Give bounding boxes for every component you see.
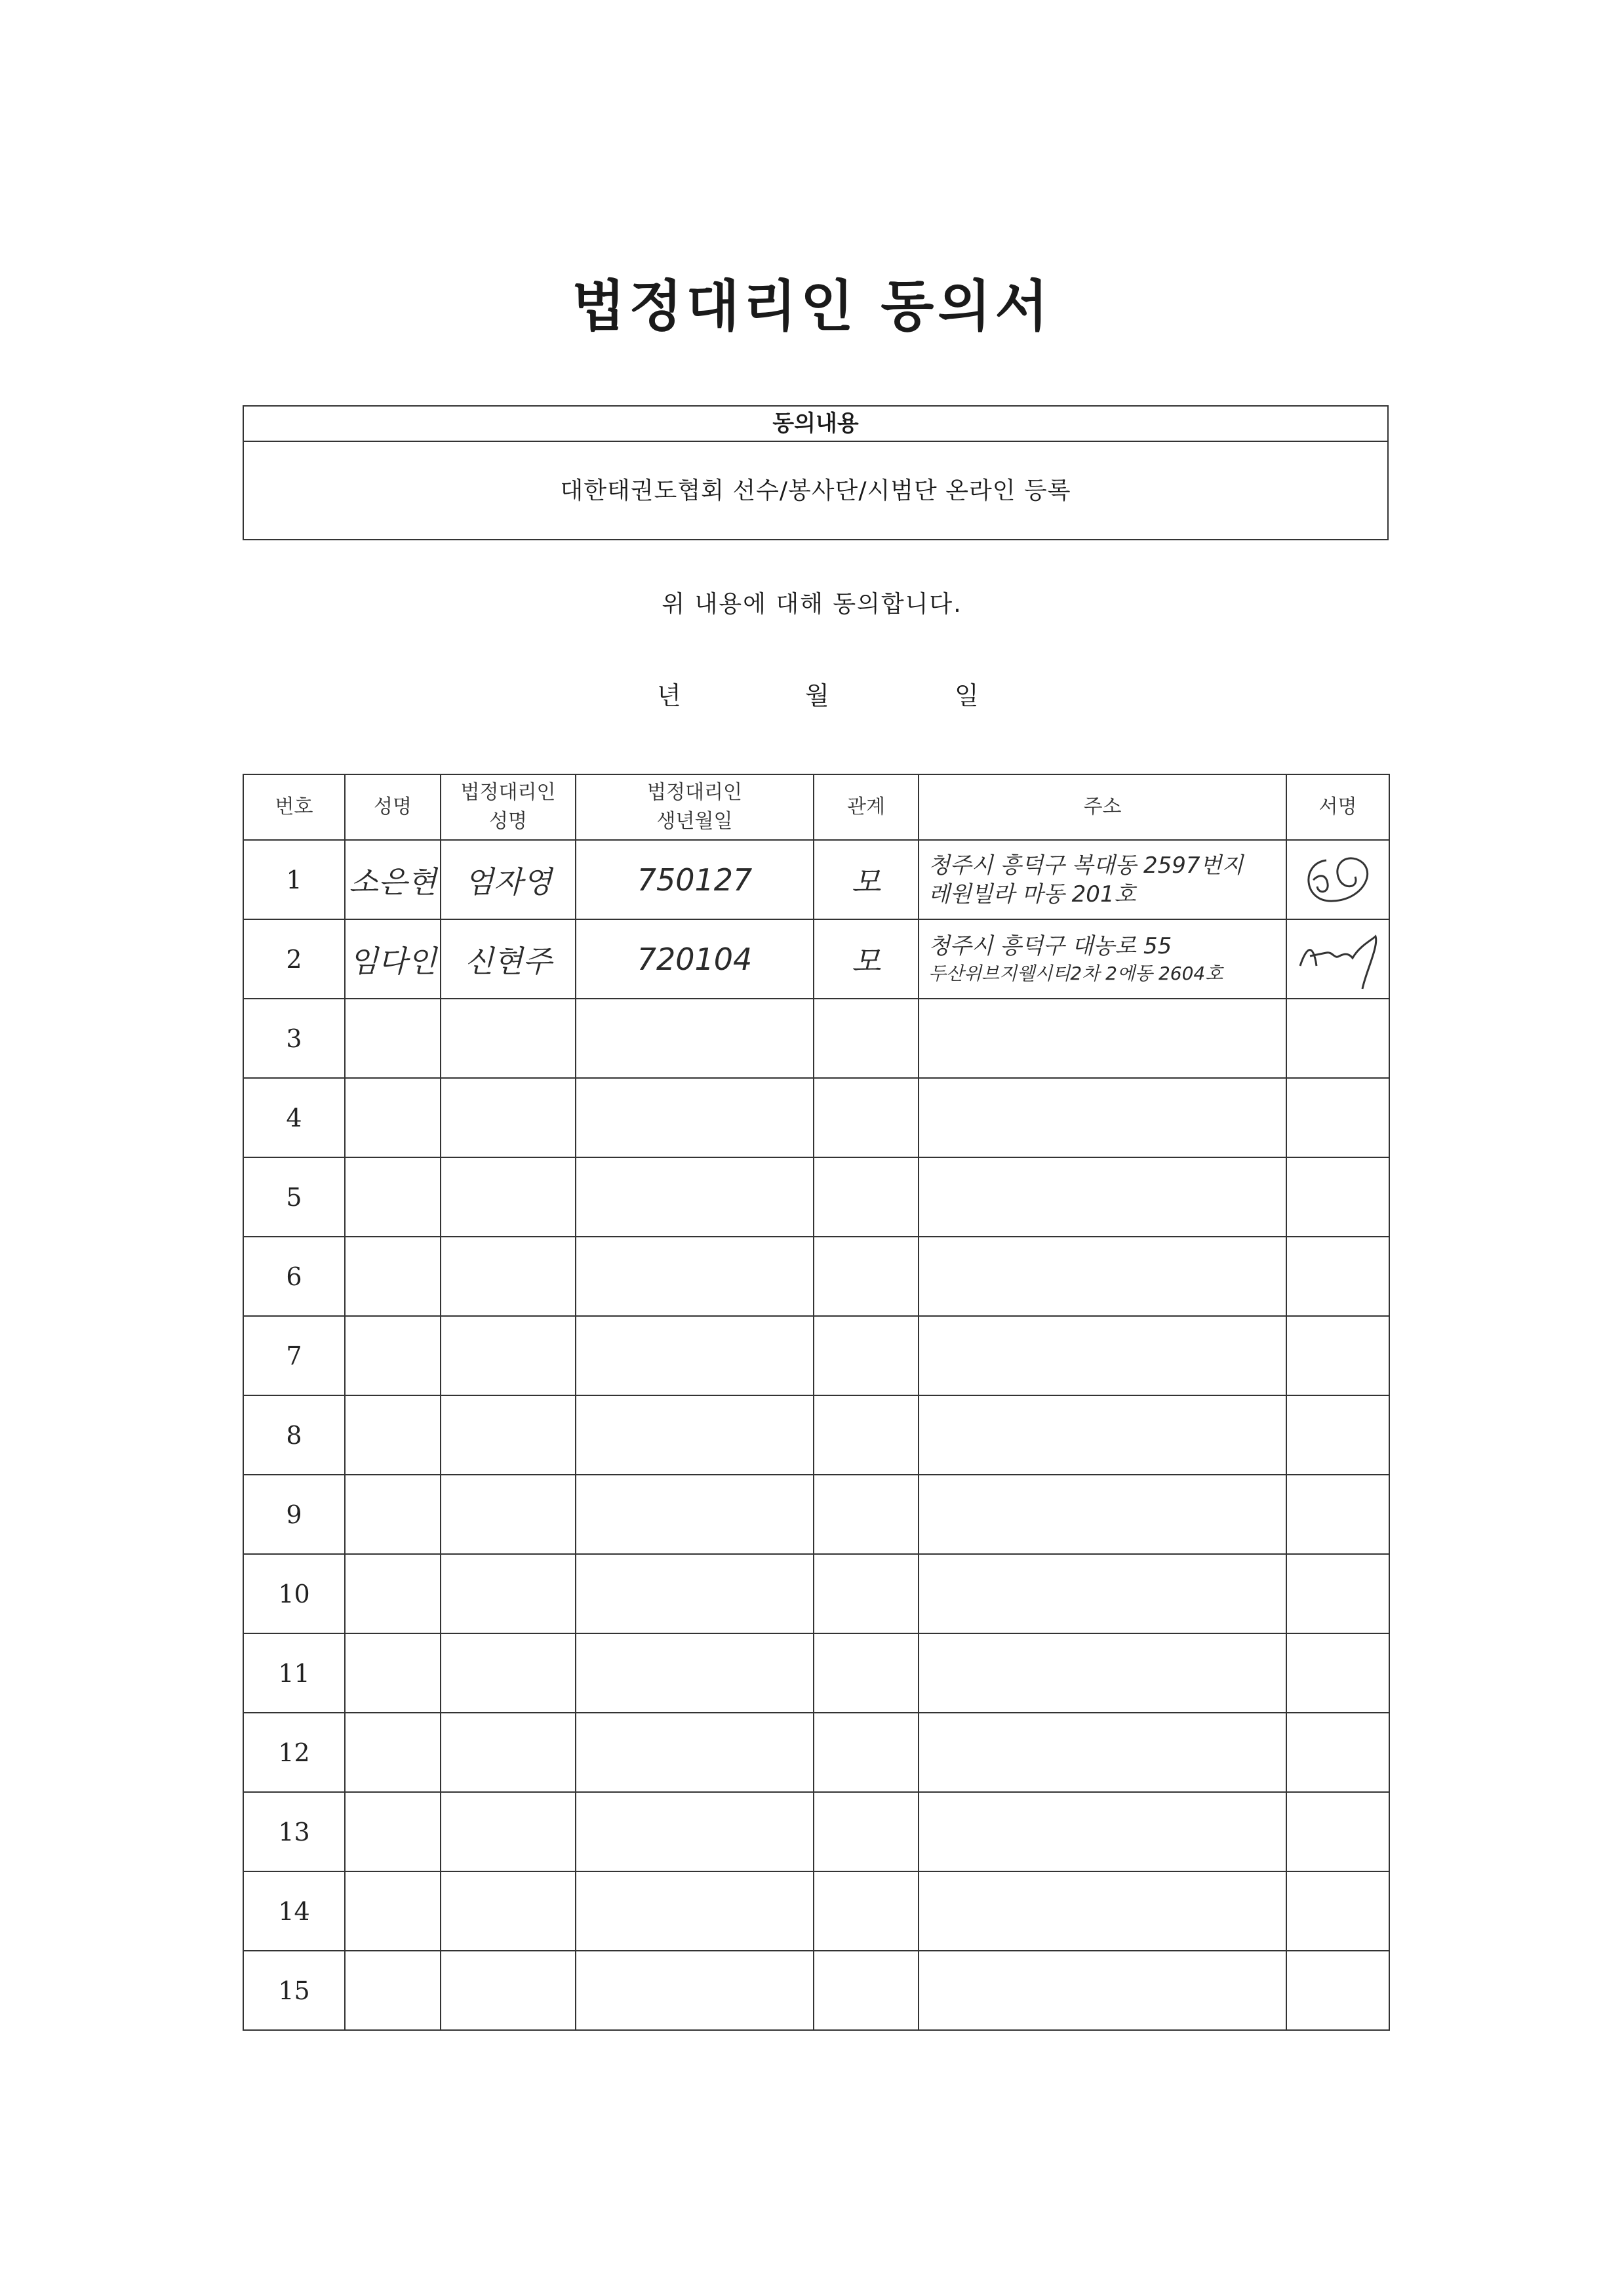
cell-address (919, 1237, 1286, 1316)
cell-guardian-name (441, 840, 576, 919)
cell-signature (1286, 840, 1389, 919)
cell-guardian-birth (576, 1475, 814, 1554)
table-row (243, 840, 1389, 919)
cell-name (345, 1237, 441, 1316)
cell-guardian-birth (576, 1237, 814, 1316)
cell-guardian-birth (576, 1157, 814, 1237)
table-row (243, 1871, 1389, 1951)
cell-guardian-name-text: 신현주 (464, 943, 552, 979)
header-guardian-name (441, 774, 576, 840)
cell-relation-text: 모 (851, 943, 881, 979)
cell-guardian-name-text: 엄자영 (464, 864, 552, 900)
cell-signature (1286, 1871, 1389, 1951)
cell-name (345, 1554, 441, 1633)
table-row (243, 1713, 1389, 1792)
cell-name (345, 1475, 441, 1554)
cell-guardian-birth (576, 1871, 814, 1951)
cell-guardian-birth (576, 999, 814, 1078)
consent-box (243, 405, 1389, 540)
header-relation: 관계 (814, 774, 919, 840)
cell-signature (1286, 1316, 1389, 1395)
cell-guardian-name (441, 1792, 576, 1871)
cell-address (919, 1633, 1286, 1713)
page-title: 법정대리인 동의서 (572, 274, 1052, 338)
cell-signature (1286, 1951, 1389, 2030)
cell-name (345, 1316, 441, 1395)
cell-relation (814, 840, 919, 919)
cell-guardian-birth (576, 919, 814, 999)
row-number: 14 (243, 1871, 345, 1951)
cell-relation (814, 1316, 919, 1395)
cell-relation (814, 999, 919, 1078)
cell-signature (1286, 1554, 1389, 1633)
cell-signature (1286, 1237, 1389, 1316)
row-number: 10 (243, 1554, 345, 1633)
cell-address (919, 919, 1286, 999)
row-number: 3 (243, 999, 345, 1078)
row-number: 15 (243, 1951, 345, 2030)
cell-guardian-birth (576, 1792, 814, 1871)
cell-address (919, 999, 1286, 1078)
cell-name (345, 919, 441, 999)
row-number: 12 (243, 1713, 345, 1792)
row-number: 2 (243, 919, 345, 999)
cell-guardian-name (441, 999, 576, 1078)
consent-heading: 동의내용 (244, 407, 1387, 442)
cell-relation-text: 모 (851, 864, 881, 900)
header-guardian-birth (576, 774, 814, 840)
cell-name (345, 1633, 441, 1713)
agreement-text: 위 내용에 대해 동의합니다. (662, 591, 962, 618)
consent-content: 대한태권도협회 선수/봉사단/시범단 온라인 등록 (560, 477, 1071, 504)
cell-address (919, 1792, 1286, 1871)
header-guardian-birth-line1: 법정대리인 (647, 781, 742, 804)
table-row (243, 1475, 1389, 1554)
cell-guardian-name (441, 1871, 576, 1951)
table-row (243, 1554, 1389, 1633)
cell-signature (1286, 1633, 1389, 1713)
cell-guardian-name (441, 1951, 576, 2030)
table-row (243, 1633, 1389, 1713)
cell-address (919, 1475, 1286, 1554)
header-address: 주소 (919, 774, 1286, 840)
cell-name (345, 1078, 441, 1157)
cell-relation (814, 1713, 919, 1792)
header-guardian-name-line1: 법정대리인 (460, 781, 556, 804)
cell-name (345, 1713, 441, 1792)
cell-name (345, 1395, 441, 1475)
table-row (243, 999, 1389, 1078)
cell-signature (1286, 1792, 1389, 1871)
date-year-label: 년 (657, 681, 681, 710)
cell-guardian-birth (576, 840, 814, 919)
row-number: 7 (243, 1316, 345, 1395)
table-row (243, 1078, 1389, 1157)
header-no: 번호 (243, 774, 345, 840)
cell-signature (1286, 919, 1389, 999)
cell-address (919, 1951, 1286, 2030)
cell-guardian-name (441, 1633, 576, 1713)
cell-relation (814, 1078, 919, 1157)
cell-guardian-name (441, 1554, 576, 1633)
cell-relation (814, 1157, 919, 1237)
cell-signature (1286, 1475, 1389, 1554)
handwritten-signature-1 (1287, 841, 1385, 919)
row-number: 11 (243, 1633, 345, 1713)
cell-address (919, 1554, 1286, 1633)
table-row (243, 1792, 1389, 1871)
cell-name (345, 999, 441, 1078)
cell-relation (814, 1237, 919, 1316)
row-number: 4 (243, 1078, 345, 1157)
cell-guardian-birth (576, 1395, 814, 1475)
header-guardian-birth-line2: 생년월일 (656, 810, 733, 833)
row-number: 5 (243, 1157, 345, 1237)
header-guardian-name-line2: 성명 (489, 810, 527, 833)
cell-signature (1286, 1078, 1389, 1157)
cell-guardian-birth (576, 1951, 814, 2030)
cell-relation (814, 1633, 919, 1713)
header-signature: 서명 (1286, 774, 1389, 840)
registration-table (243, 774, 1390, 2031)
cell-name (345, 1157, 441, 1237)
table-body (243, 840, 1389, 2030)
cell-relation (814, 1554, 919, 1633)
date-month-label: 월 (805, 681, 829, 710)
cell-relation (814, 1475, 919, 1554)
cell-name-text: 임다인 (349, 943, 437, 979)
row-number: 8 (243, 1395, 345, 1475)
table-row (243, 1316, 1389, 1395)
cell-name (345, 1871, 441, 1951)
cell-guardian-name (441, 1395, 576, 1475)
cell-address (919, 1078, 1286, 1157)
cell-name-text: 소은현 (349, 864, 437, 900)
cell-signature (1286, 1157, 1389, 1237)
table-header-row (243, 774, 1389, 840)
cell-relation (814, 1395, 919, 1475)
cell-relation (814, 1792, 919, 1871)
cell-address (919, 1395, 1286, 1475)
cell-guardian-birth-text: 750127 (637, 862, 753, 898)
cell-address (919, 1157, 1286, 1237)
cell-signature (1286, 1395, 1389, 1475)
cell-name (345, 1951, 441, 2030)
cell-guardian-birth (576, 1713, 814, 1792)
address-line1: 청주시 흥덕구 복대동 2597번지 (928, 852, 1244, 879)
cell-name (345, 1792, 441, 1871)
table-row (243, 1237, 1389, 1316)
table-row (243, 919, 1389, 999)
cell-guardian-birth (576, 1633, 814, 1713)
cell-guardian-birth (576, 1554, 814, 1633)
row-number: 13 (243, 1792, 345, 1871)
date-day-label: 일 (955, 681, 979, 710)
cell-address (919, 1316, 1286, 1395)
header-name: 성명 (345, 774, 441, 840)
cell-guardian-name (441, 919, 576, 999)
handwritten-signature-2 (1287, 920, 1385, 998)
cell-address (919, 840, 1286, 919)
cell-guardian-birth (576, 1316, 814, 1395)
address-line1: 청주시 흥덕구 대농로 55 (928, 932, 1172, 959)
cell-relation (814, 1951, 919, 2030)
cell-address (919, 1713, 1286, 1792)
cell-guardian-birth-text: 720104 (637, 941, 753, 977)
table-row (243, 1157, 1389, 1237)
cell-signature (1286, 1713, 1389, 1792)
cell-guardian-name (441, 1237, 576, 1316)
row-number: 9 (243, 1475, 345, 1554)
row-number: 6 (243, 1237, 345, 1316)
cell-guardian-name (441, 1157, 576, 1237)
cell-relation (814, 919, 919, 999)
row-number: 1 (243, 840, 345, 919)
cell-guardian-name (441, 1713, 576, 1792)
cell-guardian-name (441, 1078, 576, 1157)
address-line2: 두산위브지웰시티2차 2에동 2604호 (928, 962, 1223, 984)
cell-signature (1286, 999, 1389, 1078)
address-line2: 레원빌라 마동 201호 (928, 881, 1136, 908)
cell-address (919, 1871, 1286, 1951)
cell-name (345, 840, 441, 919)
table-row (243, 1395, 1389, 1475)
cell-relation (814, 1871, 919, 1951)
table-row (243, 1951, 1389, 2030)
cell-guardian-birth (576, 1078, 814, 1157)
cell-guardian-name (441, 1316, 576, 1395)
cell-guardian-name (441, 1475, 576, 1554)
